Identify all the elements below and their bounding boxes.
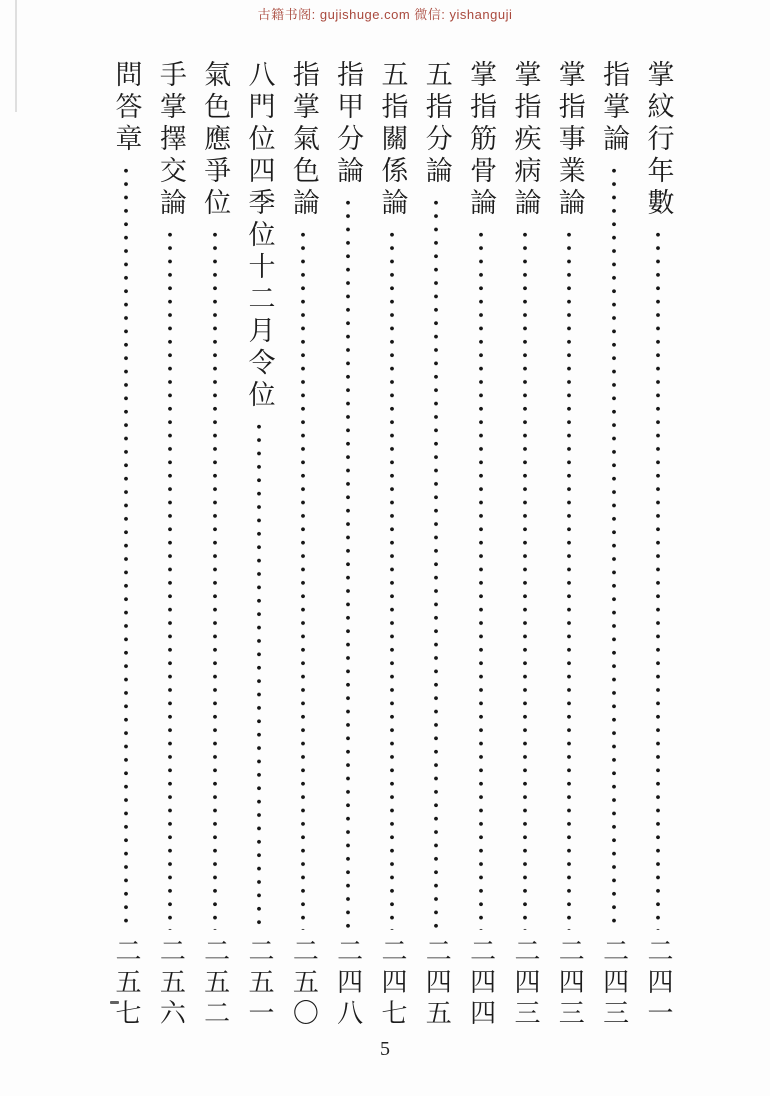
toc-entry bbox=[592, 60, 636, 1032]
toc-entry bbox=[414, 60, 458, 1032]
toc-entry bbox=[148, 60, 192, 1032]
toc-entry-title: 八門位四季位十二月令位 bbox=[244, 60, 275, 412]
toc-entry-title: 指甲分論 bbox=[333, 60, 364, 188]
toc-entry bbox=[281, 60, 325, 1032]
toc-entry-title: 五指關係論 bbox=[377, 60, 408, 220]
toc-entry bbox=[104, 60, 148, 1032]
toc-entry-title: 手掌擇交論 bbox=[155, 60, 186, 220]
toc-entry bbox=[326, 60, 370, 1032]
dot-leader bbox=[520, 228, 530, 930]
page-number: 5 bbox=[380, 1038, 390, 1060]
toc-entry-title: 掌指疾病論 bbox=[510, 60, 541, 220]
dot-leader bbox=[254, 420, 264, 930]
toc-entry-page: 二四八 bbox=[333, 937, 363, 1030]
toc-entry-title: 氣色應爭位 bbox=[200, 60, 231, 220]
toc-entry-page: 二五一 bbox=[244, 937, 274, 1030]
toc-entry bbox=[237, 60, 281, 1032]
toc-entry bbox=[193, 60, 237, 1032]
toc-entry-title: 掌指事業論 bbox=[554, 60, 585, 220]
toc-entry-page: 二五六 bbox=[156, 937, 186, 1030]
toc-entry-title: 掌指筋骨論 bbox=[466, 60, 497, 220]
toc-entry bbox=[636, 60, 680, 1032]
toc-entry-page: 二五〇 bbox=[289, 937, 319, 1030]
toc-entry-title: 問答章 bbox=[111, 60, 142, 156]
toc-entry bbox=[503, 60, 547, 1032]
toc-entry-page: 二五七 bbox=[112, 937, 141, 1030]
dot-leader bbox=[431, 196, 441, 930]
scan-artifact-line bbox=[15, 0, 17, 112]
toc-entry-page: 二四三 bbox=[599, 937, 629, 1030]
toc-entry-page: 二四三 bbox=[555, 937, 585, 1030]
toc-entry-title: 掌紋行年數 bbox=[643, 60, 674, 220]
toc-entry-page: 二四三 bbox=[510, 937, 540, 1030]
toc-entry-page: 二四四 bbox=[466, 937, 496, 1030]
toc-entry bbox=[459, 60, 503, 1032]
dot-leader bbox=[609, 164, 619, 930]
toc-entry bbox=[370, 60, 414, 1032]
table-of-contents bbox=[104, 60, 680, 1032]
toc-entry bbox=[547, 60, 591, 1032]
dot-leader bbox=[121, 164, 131, 930]
dot-leader bbox=[165, 228, 175, 930]
dot-leader bbox=[210, 228, 220, 930]
toc-entry-title: 五指分論 bbox=[421, 60, 452, 188]
dot-leader bbox=[387, 228, 397, 930]
toc-entry-page: 二四一 bbox=[643, 937, 673, 1030]
dot-leader bbox=[343, 196, 353, 930]
toc-entry-title: 指掌氣色論 bbox=[288, 60, 319, 220]
toc-entry-page: 二五二 bbox=[200, 937, 230, 1030]
toc-entry-page: 二四七 bbox=[377, 937, 407, 1030]
dot-leader bbox=[564, 228, 574, 930]
watermark-text: 古籍书阁: gujishuge.com 微信: yishanguji bbox=[257, 7, 513, 22]
toc-entry-title: 指掌論 bbox=[599, 60, 630, 156]
dot-leader bbox=[298, 228, 308, 930]
dot-leader bbox=[476, 228, 486, 930]
toc-entry-page: 二四五 bbox=[422, 937, 452, 1030]
dot-leader bbox=[653, 228, 663, 930]
